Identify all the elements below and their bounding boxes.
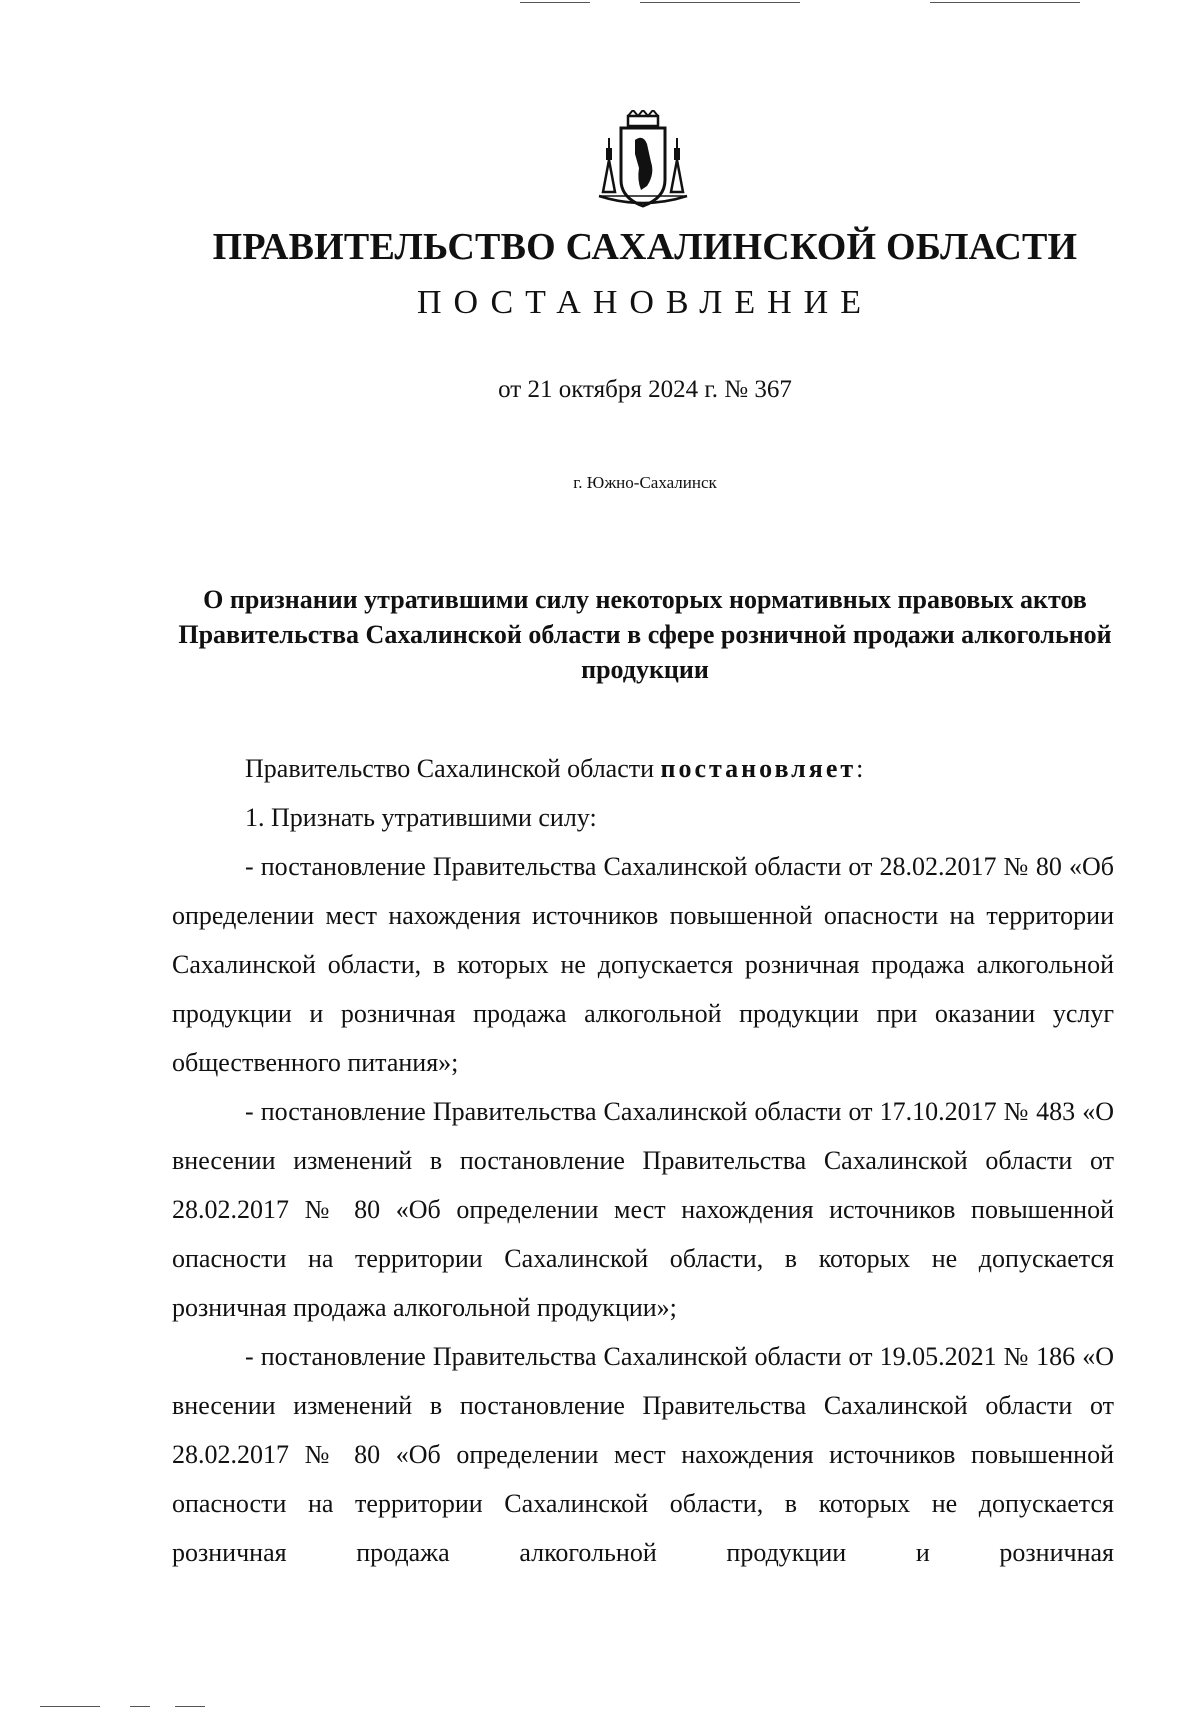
scan-artifact-line — [130, 1706, 150, 1707]
scan-artifact-line — [40, 1706, 100, 1707]
document-type: ПОСТАНОВЛЕНИЕ — [416, 284, 874, 321]
scan-artifact-line — [520, 2, 590, 3]
bullet-item: - постановление Правительства Сахалинской области от 19.05.2021 № 186 «О внесении изменений в постановление Правительства Сахалинской области от 28.02.2017 № 80 «Об определении мест нахождения источников повышенной опасности на территории Сахалинской области, в которых не допускается розничная продажа алкогольной продукции и розничная — [172, 1342, 1114, 1567]
scan-artifact-line — [640, 2, 800, 3]
scan-artifact-line — [930, 2, 1080, 3]
document-subject: О признании утратившими силу некоторых нормативных правовых актов Правительства Сахалинской области в сфере розничной продажи алкогольной продукции — [178, 585, 1112, 684]
preamble-keyword: постановляет — [660, 754, 857, 783]
preamble-text: Правительство Сахалинской области — [245, 754, 661, 783]
coat-of-arms-icon — [591, 110, 695, 212]
preamble — [172, 744, 1114, 793]
organization-title: ПРАВИТЕЛЬСТВО САХАЛИНСКОЙ ОБЛАСТИ — [212, 226, 1078, 268]
bullet-item: - постановление Правительства Сахалинской области от 28.02.2017 № 80 «Об определении мест нахождения источников повышенной опасности на территории Сахалинской области, в которых не допускается розничная продажа алкогольной продукции и розничная продажа алкогольной продукции при оказании услуг общественного питания»; — [172, 852, 1114, 1077]
item-1: 1. Признать утратившими силу: — [245, 803, 597, 832]
bullet-item: - постановление Правительства Сахалинской области от 17.10.2017 № 483 «О внесении изменений в постановление Правительства Сахалинской области от 28.02.2017 № 80 «Об определении мест нахождения источников повышенной опасности на территории Сахалинской области, в которых не допускается розничная продажа алкогольной продукции»; — [172, 1097, 1114, 1322]
scan-artifact-line — [175, 1706, 205, 1707]
document-date-number: от 21 октября 2024 г. № 367 — [498, 376, 792, 403]
preamble-colon: : — [856, 754, 864, 783]
document-city: г. Южно-Сахалинск — [573, 473, 717, 492]
document-body — [172, 744, 1114, 1577]
